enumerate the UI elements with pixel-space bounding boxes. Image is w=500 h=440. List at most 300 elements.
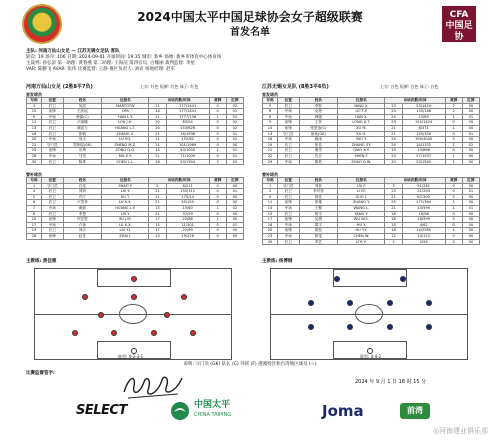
table-cell: HAN L.Y. [102, 114, 149, 120]
table-cell: 1 [209, 148, 226, 154]
table-cell: 0 [209, 137, 226, 143]
table-cell: 1 [445, 200, 462, 206]
home-player-marker [190, 330, 196, 336]
table-cell: 19 [27, 228, 42, 234]
table-cell: 1 [445, 159, 462, 165]
table-cell: 马雪 [63, 153, 102, 159]
table-cell: LU X.X. [102, 200, 149, 206]
table-cell: 后卫 [42, 194, 63, 200]
match-info [26, 49, 476, 73]
table-cell: 0 [209, 120, 226, 126]
table-cell: 02 [462, 142, 479, 148]
home-subs-table [26, 177, 244, 240]
table-cell: LONG X.T. [338, 120, 385, 126]
table-cell: 21 [149, 103, 166, 109]
table-cell: 13 [263, 131, 278, 137]
table-cell: 前锋 [278, 217, 299, 223]
column-header: 注册名 [338, 98, 385, 104]
table-cell: 00 [462, 137, 479, 143]
column-header: 红牌 [462, 98, 479, 104]
center-circle [119, 304, 147, 324]
sponsor-joma: Joma [322, 402, 364, 420]
table-cell: 19/226 [166, 233, 209, 239]
away-player-marker [400, 276, 406, 282]
table-cell: XU T. [102, 194, 149, 200]
table-cell: 0 [209, 189, 226, 195]
table-cell: 02 [226, 120, 243, 126]
home-player-marker [164, 312, 170, 318]
home-sub-row [27, 233, 244, 239]
table-cell: 张雅 [299, 200, 338, 206]
table-cell: 16 [263, 137, 278, 143]
table-cell: 21 [263, 148, 278, 154]
table-cell: 22/88 [166, 217, 209, 223]
table-cell: 20/1344 [166, 159, 209, 165]
table-cell: 0 [445, 137, 462, 143]
table-cell: 赵佳 [63, 233, 102, 239]
sponsor-qianwan: 前湾 [400, 403, 430, 419]
table-cell: 10 [263, 125, 278, 131]
table-cell: 01 [462, 189, 479, 195]
away-kit: 上衣: 白色 短裤: 白色 袜子: 白色 [380, 84, 439, 89]
away-player-marker [308, 300, 314, 306]
column-header: 红牌 [226, 98, 243, 104]
table-cell: 郭佳 [299, 194, 338, 200]
home-player-marker [82, 294, 88, 300]
table-cell: 16 [149, 159, 166, 165]
table-cell: 24 [385, 114, 402, 120]
table-cell: 22/69 [166, 228, 209, 234]
table-cell: SHEN F. [338, 153, 385, 159]
column-header: 红牌 [462, 178, 479, 184]
table-cell: 13/866 [402, 148, 445, 154]
table-cell: 00 [462, 211, 479, 217]
table-cell: 02 [226, 137, 243, 143]
table-cell: 李思 [63, 211, 102, 217]
table-cell: 前锋 [42, 148, 63, 154]
column-header: 姓名 [63, 178, 102, 184]
table-cell: 20 [149, 120, 166, 126]
handwritten-signature [118, 368, 188, 402]
home-player-marker [72, 330, 78, 336]
table-cell: 00 [462, 109, 479, 115]
column-header: 黄牌 [209, 98, 226, 104]
table-cell: 37/59 [166, 211, 209, 217]
table-cell: YANG X. [338, 103, 385, 109]
table-cell: 00 [462, 103, 479, 109]
away-subs-label: 替补球员 [262, 172, 278, 177]
column-header: 注册名 [338, 178, 385, 184]
table-cell: 0 [445, 183, 462, 189]
table-cell: 14 [263, 205, 278, 211]
table-cell: 8/371 [402, 125, 445, 131]
table-cell: 27/1937 [402, 153, 445, 159]
table-cell: 0 [209, 153, 226, 159]
table-cell: 18 [385, 228, 402, 234]
table-cell: 10 [27, 217, 42, 223]
table-cell: 155/311 [166, 189, 209, 195]
table-cell: 2/55 [402, 239, 445, 245]
column-header: 注册名 [102, 98, 149, 104]
table-cell: 后卫 [278, 211, 299, 217]
table-cell: 石泓 [63, 183, 102, 189]
table-cell: 02 [226, 125, 243, 131]
table-cell: 后卫 [278, 189, 299, 195]
table-cell: 21 [385, 131, 402, 137]
table-cell: HU Y.Y. [338, 228, 385, 234]
home-player-marker [131, 276, 137, 282]
table-cell: 前锋 [278, 125, 299, 131]
table-cell: 1 [445, 205, 462, 211]
table-cell: 00 [226, 159, 243, 165]
column-header: 姓名 [63, 98, 102, 104]
table-cell: OPA [102, 109, 149, 115]
table-cell: 1 [27, 183, 42, 189]
table-cell: 1 [445, 142, 462, 148]
column-header: 注册名 [102, 178, 149, 184]
table-cell: 1 [209, 205, 226, 211]
table-cell: 0 [445, 239, 462, 245]
home-player-marker [98, 312, 104, 318]
table-cell: 16 [27, 131, 42, 137]
table-cell: 后卫 [278, 142, 299, 148]
away-subs-table [262, 177, 480, 245]
table-cell: LIU Y. [102, 189, 149, 195]
away-formation-label: 阵型: 4-4-2 [360, 354, 382, 359]
table-cell: 18 [385, 217, 402, 223]
table-cell: 21 [149, 211, 166, 217]
table-cell: 171/364 [402, 200, 445, 206]
table-cell: 17 [263, 217, 278, 223]
table-cell: 30 [263, 239, 278, 245]
table-cell: 20 [263, 228, 278, 234]
sign-date: 2024 年 9 月 1 日 18 时 15 分 [355, 379, 427, 385]
table-cell: 28 [27, 233, 42, 239]
table-cell: 155/146 [402, 109, 445, 115]
column-header: 姓名 [299, 178, 338, 184]
table-cell: ZHANG Y.Y. [338, 142, 385, 148]
table-cell: 前锋 [42, 217, 63, 223]
table-cell: 黄丽 [63, 205, 102, 211]
table-cell: 陈珠 [63, 159, 102, 165]
table-cell: 30 [27, 159, 42, 165]
table-cell: 后卫 [42, 189, 63, 195]
table-cell: 中场 [278, 114, 299, 120]
table-cell: ZHANG Y. [338, 200, 385, 206]
table-cell: 中场 [42, 137, 63, 143]
table-cell: 中场 [278, 233, 299, 239]
table-cell: 16 [385, 211, 402, 217]
home-subs-label: 替补球员 [26, 172, 42, 177]
table-cell: MARTOTW [102, 103, 149, 109]
table-cell: 12 [27, 120, 42, 126]
table-cell: 21 [385, 125, 402, 131]
table-cell: 12 [385, 233, 402, 239]
table-cell: 01 [226, 189, 243, 195]
table-cell: 00 [226, 233, 243, 239]
table-cell: GUO J. [338, 194, 385, 200]
away-player-marker [308, 324, 314, 330]
table-cell: 00 [226, 228, 243, 234]
table-cell: 15 [149, 222, 166, 228]
table-cell: 00 [462, 217, 479, 223]
table-cell: MA X.Y. [102, 153, 149, 159]
table-cell: 01 [226, 131, 243, 137]
table-cell: 22 [27, 142, 42, 148]
table-cell: 胡秋 [299, 159, 338, 165]
away-team-name: 江苏无锡女足队 (8胜3平6负) [262, 84, 329, 90]
table-cell: 守门员 [42, 142, 63, 148]
table-cell: WANG L. [338, 205, 385, 211]
away-player-marker [387, 324, 393, 330]
sponsor-china-taiping [170, 399, 262, 423]
home-coach: 主教练: 黄佳惠 [26, 259, 57, 264]
table-cell: 20 [149, 125, 166, 131]
table-cell: 刘沙 [63, 228, 102, 234]
table-cell: 177/1441 [166, 109, 209, 115]
table-cell: 中场 [278, 109, 299, 115]
table-cell: 00 [226, 211, 243, 217]
table-cell: 0 [209, 109, 226, 115]
table-cell: 35/159 [166, 200, 209, 206]
table-cell: 21 [149, 194, 166, 200]
table-cell: 25 [27, 148, 42, 154]
table-cell: 张佳 [299, 142, 338, 148]
table-cell: 前锋 [42, 233, 63, 239]
table-cell: LIYI Y. [338, 239, 385, 245]
table-cell: 3 [263, 189, 278, 195]
table-cell: YANG Y. [338, 211, 385, 217]
table-cell: 中场 [42, 222, 63, 228]
table-cell: LIS.Y. [102, 211, 149, 217]
table-cell: 18 [263, 222, 278, 228]
table-cell: 2 [445, 103, 462, 109]
table-cell: 22 [263, 153, 278, 159]
table-cell: 0 [209, 131, 226, 137]
table-cell: 卢雪菲 [63, 200, 102, 206]
table-cell: 00 [462, 159, 479, 165]
signature-label: 比赛监督签字: [26, 371, 55, 376]
table-cell: 1 [445, 153, 462, 159]
center-circle [355, 304, 383, 324]
table-cell: 胡钰 [299, 228, 338, 234]
table-cell: 13 [149, 233, 166, 239]
table-cell: 15 [263, 211, 278, 217]
table-cell: 0 [209, 200, 226, 206]
table-cell: 21 [149, 153, 166, 159]
table-cell: 00 [462, 222, 479, 228]
table-cell: 中场 [278, 222, 299, 228]
table-cell: 15 [27, 109, 42, 115]
table-cell: 4 [27, 189, 42, 195]
table-cell: 00 [462, 228, 479, 234]
table-cell: 15/60 [166, 205, 209, 211]
table-cell: 13 [27, 125, 42, 131]
watermark: ◎河南建业俱乐部 [432, 427, 488, 435]
table-cell: 0 [445, 211, 462, 217]
table-cell: 徐欢(GK) [299, 131, 338, 137]
table-cell: 后卫 [42, 211, 63, 217]
table-cell: 中场 [42, 205, 63, 211]
table-cell: 20/1540 [402, 159, 445, 165]
table-cell: 吴凯 [63, 103, 102, 109]
table-cell: 中场 [278, 205, 299, 211]
table-cell: 01 [462, 131, 479, 137]
column-header: 位置 [278, 178, 299, 184]
table-cell: 02 [226, 205, 243, 211]
table-cell: 0 [209, 194, 226, 200]
table-cell: 15 [149, 205, 166, 211]
table-cell: 50/1000 [166, 148, 209, 154]
table-cell: 3 [385, 183, 402, 189]
table-cell: 01 [226, 222, 243, 228]
table-cell: 190/4040 [402, 137, 445, 143]
table-cell: 00 [462, 239, 479, 245]
table-cell: LIU Y.J. [102, 228, 149, 234]
table-cell: 14 [149, 109, 166, 115]
page-title: 2024中国太平中国足球协会女子超级联赛 [137, 10, 363, 24]
match-info-line: VAR: 陈鹏飞 AVAR: 张伟 比赛监督: 王静 赛区负责人: 刘岩 场地经理: 赵军 [26, 67, 175, 72]
table-cell: 0 [209, 142, 226, 148]
table-cell: 20/1424 [402, 103, 445, 109]
table-cell: 29 [263, 159, 278, 165]
column-header: 红牌 [226, 178, 243, 184]
table-cell: 01 [226, 109, 243, 115]
table-cell: 张帆 [63, 131, 102, 137]
table-cell: ZHANG X. [102, 131, 149, 137]
table-cell: 6 [27, 200, 42, 206]
table-cell: 3 [27, 103, 42, 109]
table-cell: 21 [149, 142, 166, 148]
match-info-line: 主裁判: 孙弘添 第一助理: 黄春燕 第二助理: 王海洁 第四官员: 白娜丽 裁判监督: 李星 [26, 61, 195, 66]
table-cell: HAN X. [338, 114, 385, 120]
away-player-marker [426, 300, 432, 306]
table-cell: 19 [385, 148, 402, 154]
table-cell: 1 [209, 217, 226, 223]
table-cell: 20 [27, 137, 42, 143]
table-cell: 26 [27, 153, 42, 159]
table-cell: 秦雪 [299, 148, 338, 154]
table-cell: 守门员 [278, 131, 299, 137]
table-cell: 许佳恩 [63, 217, 102, 223]
table-cell: LIU F. [338, 183, 385, 189]
table-cell: 00 [226, 183, 243, 189]
table-cell: 黄凯力 [63, 125, 102, 131]
table-cell: LU Y.Q. [102, 137, 149, 143]
away-coach: 主教练: 杨博钢 [262, 259, 293, 264]
table-cell: 刘菲 [299, 183, 338, 189]
table-cell: 克特 [299, 109, 338, 115]
table-cell: 沈芬 [299, 153, 338, 159]
column-header: 姓名 [299, 98, 338, 104]
table-cell: 后卫 [42, 228, 63, 234]
table-cell: 14 [149, 148, 166, 154]
table-cell: 11 [149, 137, 166, 143]
away-player-marker [347, 300, 353, 306]
table-cell: 0 [445, 217, 462, 223]
table-cell: 陈雯 [299, 233, 338, 239]
table-cell: 9 [263, 120, 278, 126]
table-cell: ZHENG M.Z. [102, 142, 149, 148]
table-cell: 中场 [278, 159, 299, 165]
table-cell: 4 [263, 194, 278, 200]
table-cell: 18/599 [402, 217, 445, 223]
table-cell: 21 [149, 189, 166, 195]
column-header: 位置 [278, 98, 299, 104]
table-cell: XU M. [338, 125, 385, 131]
table-cell: YAO Y. [338, 137, 385, 143]
away-player-marker [347, 324, 353, 330]
table-cell: OC T.Y. [338, 109, 385, 115]
table-cell: 8/211 [166, 183, 209, 189]
sponsor-select: SELECT [76, 403, 127, 418]
table-cell: 2 [209, 159, 226, 165]
table-cell: 李影 [299, 103, 338, 109]
table-cell: 韩露(C) [63, 114, 102, 120]
table-cell: 宗琦 [63, 148, 102, 154]
table-cell: 00 [226, 194, 243, 200]
table-cell: 郑彤瑶(GK) [63, 142, 102, 148]
home-player-marker [181, 294, 187, 300]
table-cell: 00 [462, 200, 479, 206]
table-cell: LU X.X. [102, 222, 149, 228]
table-cell: 后卫 [278, 194, 299, 200]
table-cell: 21 [149, 131, 166, 137]
table-cell: 1 [445, 114, 462, 120]
home-player-marker [151, 330, 157, 336]
table-cell: 0 [209, 211, 226, 217]
table-cell: 00 [462, 153, 479, 159]
table-cell: 许汀 [63, 194, 102, 200]
table-cell: 后卫 [42, 200, 63, 206]
table-cell: 83/54 [166, 120, 209, 126]
table-cell: 2 [385, 239, 402, 245]
table-cell: 15 [385, 222, 402, 228]
table-cell: 后卫 [278, 148, 299, 154]
away-player-marker [387, 300, 393, 306]
table-cell: 6 [263, 109, 278, 115]
table-cell: 0 [445, 189, 462, 195]
away-formation-pitch [270, 268, 468, 360]
match-info-line: 轮次: 19 场序: 106 日期: 2024-09-01 开球时间: 19:35 城市: 新乡 场地: 新乡市体育中心体育场 [26, 55, 222, 60]
column-header: 号码 [27, 98, 42, 104]
table-cell: 21 [385, 194, 402, 200]
home-formation-label: 阵型: 4-2-3-1 [118, 354, 144, 359]
table-cell: 0 [445, 222, 462, 228]
table-cell: 91/241 [402, 183, 445, 189]
table-cell: 0 [445, 120, 462, 126]
table-cell: 00 [462, 183, 479, 189]
away-player-marker [426, 324, 432, 330]
column-header: 号码 [263, 98, 278, 104]
table-cell: 前锋 [278, 228, 299, 234]
column-header: 号码 [27, 178, 42, 184]
away-sub-row [263, 239, 480, 245]
table-cell: 0 [209, 228, 226, 234]
table-cell: HU Y. [338, 222, 385, 228]
table-cell: 19 [263, 142, 278, 148]
table-cell: 后卫 [42, 159, 63, 165]
table-cell: 吴渭 [299, 217, 338, 223]
table-cell: 0 [209, 103, 226, 109]
column-header: 黄牌 [445, 98, 462, 104]
table-cell: 17 [149, 228, 166, 234]
table-cell: 后卫 [42, 120, 63, 126]
table-cell: 71/1009 [166, 153, 209, 159]
china-taiping-en: CHINA TAIPING [194, 412, 232, 418]
column-header: 位置 [42, 178, 63, 184]
table-cell: 23 [385, 153, 402, 159]
